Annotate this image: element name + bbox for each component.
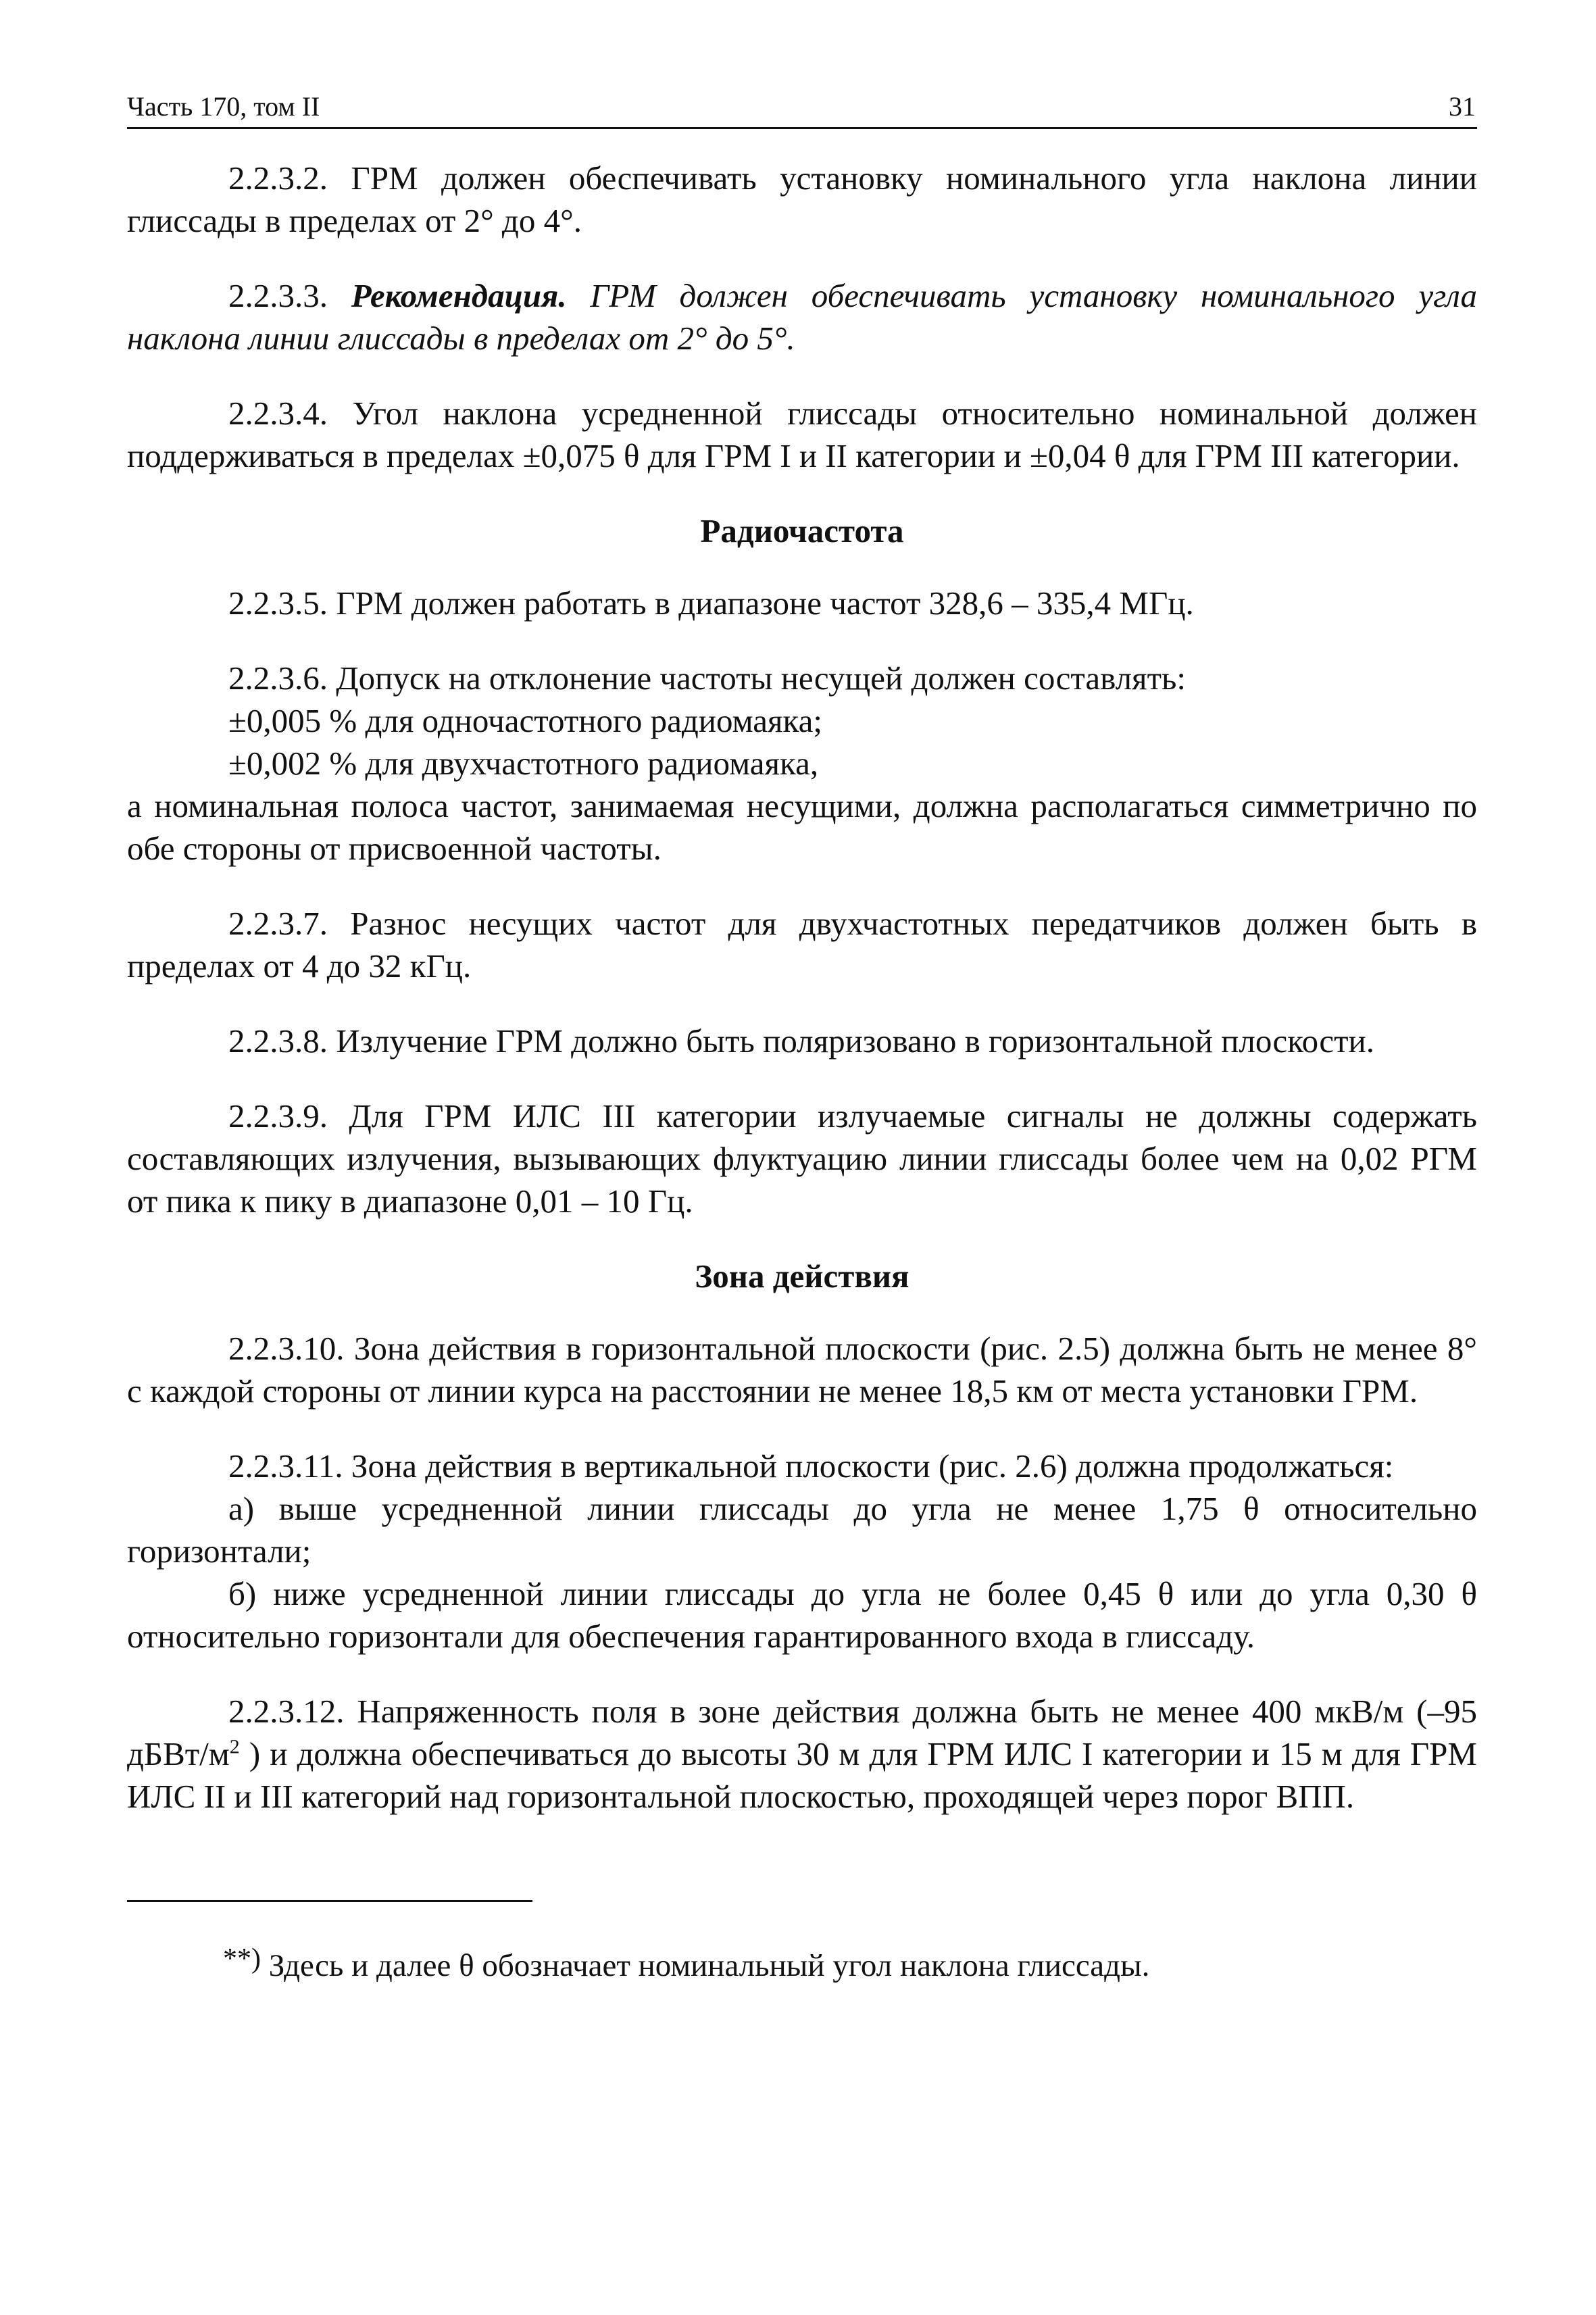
paragraph-2-2-3-4: 2.2.3.4. Угол наклона усредненной глиссады относительно номинальной должен поддерживаться в пределах ±0,075 θ для ГРМ I и II категории и ±0,04 θ для ГРМ III категории. [127, 395, 1477, 474]
paragraph-number: 2.2.3.3. [228, 277, 351, 314]
paragraph-text-part1: 2.2.3.12. Напряженность поля в зоне действия должна быть не менее 400 мкВ/м (–95 дБВт/м [127, 1693, 1477, 1772]
paragraph-2-2-3-11 [127, 1445, 1477, 1658]
recommendation-label: Рекомендация. [351, 277, 567, 314]
tolerance-dual: ±0,002 % для двухчастотного радиомаяка, [228, 745, 819, 782]
paragraph-intro: 2.2.3.6. Допуск на отклонение частоты несущей должен составлять: [228, 659, 1186, 697]
footnote-separator [127, 1900, 532, 1902]
paragraph-2-2-3-3 [127, 274, 1477, 359]
paragraph-2-2-3-6 [127, 657, 1477, 870]
paragraph-2-2-3-2: 2.2.3.2. ГРМ должен обеспечивать установку номинального угла наклона линии глиссады в пределах от 2° до 4°. [127, 159, 1477, 239]
footnote-text: Здесь и далее θ обозначает номинальный угол наклона глиссады. [261, 1948, 1150, 1983]
section-heading-coverage: Зона действия [695, 1258, 909, 1295]
footnote [223, 1938, 1149, 1987]
paragraph-2-2-3-12 [127, 1690, 1477, 1818]
list-item-b: б) ниже усредненной линии глиссады до угла не более 0,45 θ или до угла 0,30 θ относительно горизонтали для обеспечения гарантированного входа в глиссаду. [127, 1575, 1477, 1655]
paragraph-intro: 2.2.3.11. Зона действия в вертикальной плоскости (рис. 2.6) должна продолжаться: [228, 1447, 1394, 1485]
header-title: Часть 170, том II [127, 91, 320, 122]
paragraph-2-2-3-7: 2.2.3.7. Разнос несущих частот для двухчастотных передатчиков должен быть в пределах от 4 до 32 кГц. [127, 905, 1477, 985]
section-heading-radiofrequency: Радиочастота [700, 512, 904, 549]
body-text [127, 157, 1477, 1850]
paragraph-2-2-3-10: 2.2.3.10. Зона действия в горизонтальной плоскости (рис. 2.5) должна быть не менее 8° с каждой стороны от линии курса на расстоянии не менее 18,5 км от места установки ГРМ. [127, 1330, 1477, 1410]
paragraph-2-2-3-8: 2.2.3.8. Излучение ГРМ должно быть поляризовано в горизонтальной плоскости. [228, 1022, 1374, 1060]
paragraph-2-2-3-9: 2.2.3.9. Для ГРМ ИЛС III категории излучаемые сигналы не должны содержать составляющих излучения, вызывающих флуктуацию линии глиссады более чем на 0,02 РГМ от пика к пику в диапазоне 0,01 – 10 Гц. [127, 1097, 1477, 1220]
list-item-a: а) выше усредненной линии глиссады до угла не менее 1,75 θ относительно горизонтали; [127, 1490, 1477, 1570]
paragraph-2-2-3-5: 2.2.3.5. ГРМ должен работать в диапазоне частот 328,6 – 335,4 МГц. [228, 584, 1194, 622]
running-header [127, 86, 1477, 129]
paragraph-text-part2: ) и должна обеспечиваться до высоты 30 м для ГРМ ИЛС I категории и 15 м для ГРМ ИЛС II и III категорий над горизонтальной плоскостью, проходящей через порог ВПП. [127, 1735, 1477, 1815]
superscript: 2 [229, 1735, 240, 1758]
page-number: 31 [1449, 91, 1476, 122]
recommendation-text: ГРМ должен обеспечивать установку номинального угла наклона линии глиссады в пределах от 2° до 5°. [127, 277, 1477, 357]
tolerance-single: ±0,005 % для одночастотного радиомаяка; [228, 702, 822, 739]
footnote-mark: **) [223, 1943, 261, 1974]
paragraph-continuation: а номинальная полоса частот, занимаемая несущими, должна располагаться симметрично по обе стороны от присвоенной частоты. [127, 787, 1477, 867]
